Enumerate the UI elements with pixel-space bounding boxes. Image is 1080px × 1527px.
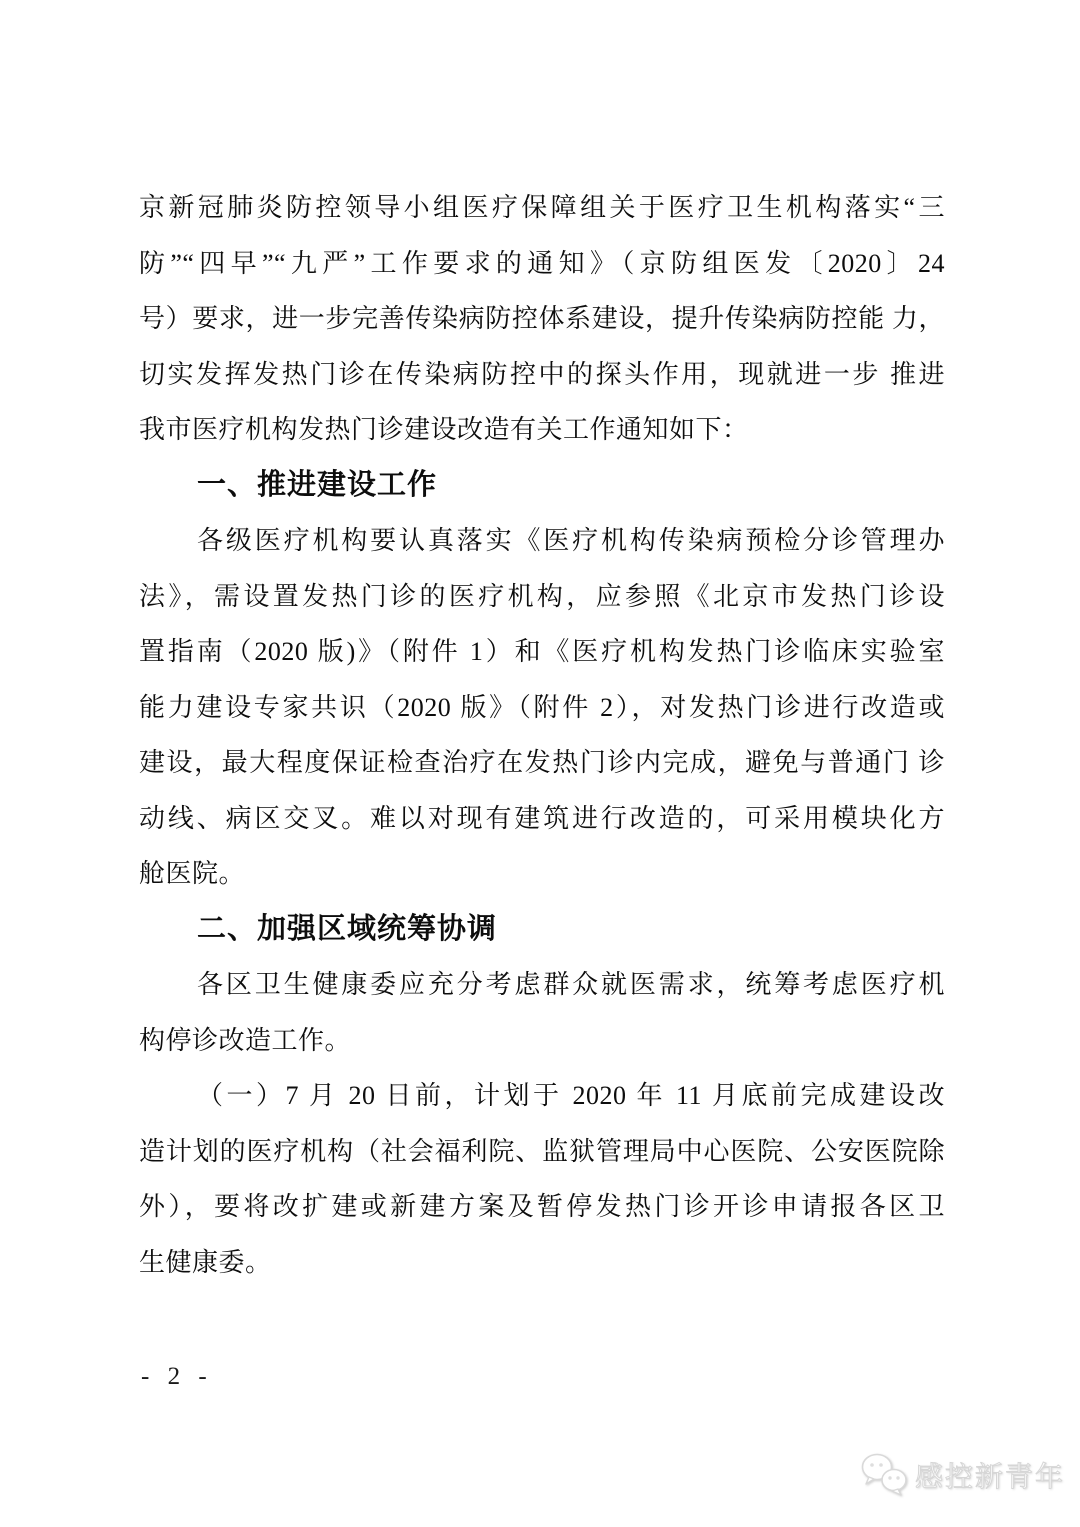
document-body	[139, 180, 945, 1290]
body-line: 防”“四早”“九严”工作要求的通知》（京防组医发〔2020〕24	[139, 248, 945, 278]
body-line: 构停诊改造工作。	[139, 1025, 352, 1055]
body-line: 舱医院。	[139, 859, 246, 888]
body-line: 建设，最大程度保证检查治疗在发热门诊内完成，避免与普通门 诊	[139, 748, 945, 777]
wechat-logo-icon	[860, 1452, 910, 1498]
body-line: 京新冠肺炎防控领导小组医疗保障组关于医疗卫生机构落实“三	[139, 193, 945, 222]
body-line: 生健康委。	[139, 1247, 272, 1277]
watermark	[860, 1452, 1065, 1498]
section-heading-2: 二、加强区域统筹协调	[197, 912, 498, 945]
body-line: 动线、病区交叉。难以对现有建筑进行改造的，可采用模块化方	[139, 803, 945, 833]
body-line: 各级医疗机构要认真落实《医疗机构传染病预检分诊管理办	[197, 526, 945, 555]
body-line: 外），要将改扩建或新建方案及暂停发热门诊开诊申请报各区卫	[139, 1192, 945, 1221]
page-number: - 2 -	[141, 1363, 213, 1390]
section-heading-1: 一、推进建设工作	[197, 468, 438, 501]
body-line: 造计划的医疗机构（社会福利院、监狱管理局中心医院、公安医院除	[139, 1136, 945, 1166]
body-line: 切实发挥发热门诊在传染病防控中的探头作用，现就进一步 推进	[139, 359, 945, 389]
body-line: 我市医疗机构发热门诊建设改造有关工作通知如下：	[139, 415, 749, 444]
body-line: （一）7 月 20 日前，计划于 2020 年 11 月底前完成建设改	[197, 1081, 945, 1110]
body-line: 号）要求，进一步完善传染病防控体系建设，提升传染病防控能 力，	[139, 304, 945, 333]
watermark-text: 感控新青年	[915, 1461, 1066, 1492]
body-line: 法》，需设置发热门诊的医疗机构，应参照《北京市发热门诊设	[139, 581, 945, 611]
body-line: 置指南（2020 版)》（附件 1）和《医疗机构发热门诊临床实验室	[139, 637, 945, 666]
body-line: 能力建设专家共识（2020 版》（附件 2），对发热门诊进行改造或	[139, 692, 945, 722]
body-line: 各区卫生健康委应充分考虑群众就医需求，统筹考虑医疗机	[197, 970, 945, 999]
